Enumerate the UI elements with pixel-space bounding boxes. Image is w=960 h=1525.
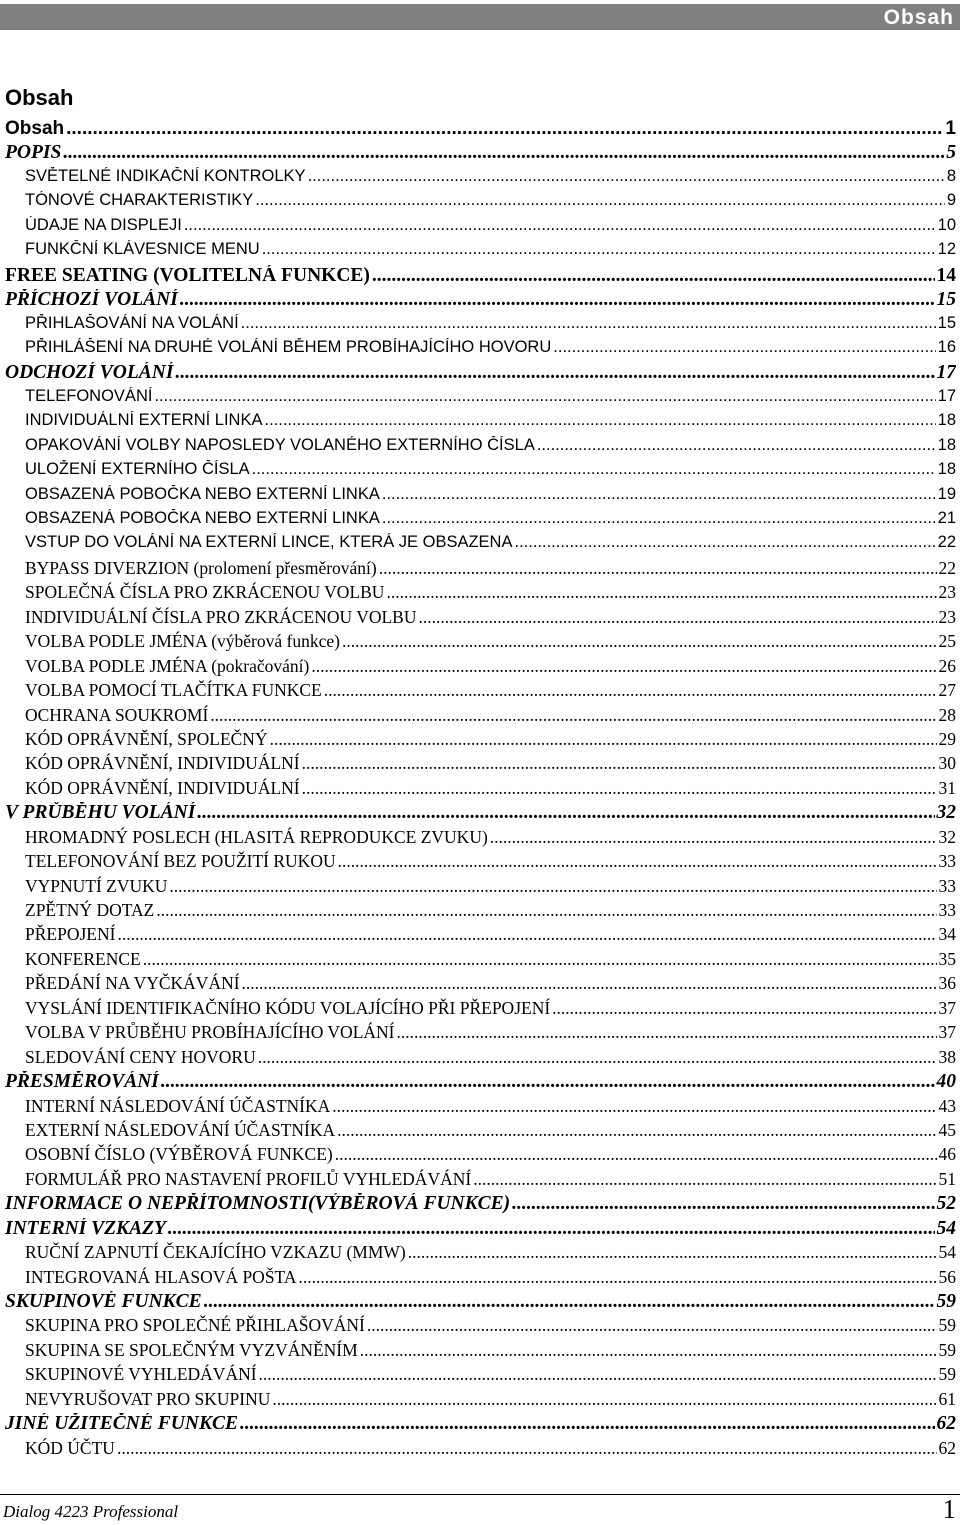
toc-leader-dots: [332, 1096, 936, 1117]
toc-entry-title: OCHRANA SOUKROMÍ: [25, 704, 209, 725]
toc-entry-title: KÓD OPRÁVNĚNÍ, SPOLEČNÝ: [25, 728, 268, 749]
toc-entry[interactable]: [0, 436, 956, 460]
toc-leader-dots: [382, 485, 936, 504]
toc-entry-title: EXTERNÍ NÁSLEDOVÁNÍ ÚČASTNÍKA: [25, 1119, 336, 1140]
toc-entry[interactable]: [0, 973, 956, 997]
toc-entry-page: 30: [938, 753, 956, 774]
toc-entry[interactable]: [0, 485, 956, 509]
toc-entry-title: VYPNUTÍ ZVUKU: [25, 875, 168, 896]
toc-entry-page: 15: [937, 313, 956, 332]
toc-entry[interactable]: [0, 924, 956, 948]
toc-leader-dots: [117, 924, 936, 945]
toc-entry-title: JINÉ UŽITEČNÉ FUNKCE: [5, 1413, 238, 1435]
toc-leader-dots: [184, 216, 936, 235]
toc-entry-page: 23: [938, 606, 956, 627]
toc-entry-title: FREE SEATING (VOLITELNÁ FUNKCE): [5, 264, 370, 286]
header-bar: [0, 4, 960, 30]
toc-entry-page: 59: [938, 1315, 956, 1336]
toc-entry[interactable]: [0, 900, 956, 924]
toc-entry-page: 10: [937, 215, 956, 234]
toc-leader-dots: [382, 509, 936, 528]
toc-leader-dots: [242, 973, 937, 994]
toc-entry[interactable]: [0, 558, 956, 582]
toc-entry-page: 8: [946, 166, 956, 185]
toc-leader-dots: [308, 167, 945, 186]
toc-entry[interactable]: [0, 216, 956, 240]
toc-entry-page: 23: [938, 582, 956, 603]
toc-entry-page: 43: [938, 1095, 956, 1116]
toc-entry[interactable]: [0, 827, 956, 851]
toc-entry-page: 5: [946, 142, 956, 164]
toc-entry-title: V PRŮBĚHU VOLÁNÍ: [5, 802, 196, 824]
toc-entry-page: 51: [938, 1168, 956, 1189]
toc-leader-dots: [379, 558, 937, 579]
toc-entry-title: VOLBA PODLE JMÉNA (pokračování): [25, 655, 310, 676]
toc-entry-title: SVĚTELNÉ INDIKAČNÍ KONTROLKY: [25, 166, 306, 185]
toc-entry[interactable]: [0, 851, 956, 875]
toc-entry-title: RUČNÍ ZAPNUTÍ ČEKAJÍCÍHO VZKAZU (MMW): [25, 1242, 406, 1263]
toc-entry[interactable]: [0, 314, 956, 338]
toc-leader-dots: [298, 1267, 936, 1288]
toc-leader-dots: [396, 1022, 936, 1043]
toc-leader-dots: [117, 1438, 937, 1459]
toc-leader-dots: [270, 729, 937, 750]
toc-entry[interactable]: [0, 411, 956, 435]
toc-leader-dots: [552, 998, 936, 1019]
toc-entry-title: FORMULÁŘ PRO NASTAVENÍ PROFILŮ VYHLEDÁVÁNÍ: [25, 1168, 472, 1189]
toc-entry-page: 33: [938, 875, 956, 896]
toc-leader-dots: [473, 1169, 936, 1190]
toc-leader-dots: [342, 631, 937, 652]
toc-entry-title: KÓD OPRÁVNĚNÍ, INDIVIDUÁLNÍ: [25, 777, 300, 798]
toc-leader-dots: [66, 118, 943, 140]
toc-leader-dots: [372, 265, 935, 287]
toc-entry[interactable]: [0, 631, 956, 655]
toc-entry-title: NEVYRUŠOVAT PRO SKUPINU: [25, 1388, 271, 1409]
toc-entry[interactable]: [0, 1340, 956, 1364]
toc-entry-title: VOLBA PODLE JMÉNA (výběrová funkce): [25, 631, 340, 652]
toc-entry[interactable]: [0, 1413, 956, 1437]
toc-leader-dots: [240, 1413, 935, 1435]
toc-entry-title: PŘÍCHOZÍ VOLÁNÍ: [5, 289, 178, 311]
toc-entry-page: 26: [938, 655, 956, 676]
toc-entry[interactable]: [0, 680, 956, 704]
toc-entry[interactable]: [0, 607, 956, 631]
toc-leader-dots: [302, 753, 937, 774]
toc-leader-dots: [175, 362, 934, 384]
toc-entry-page: 59: [936, 1291, 956, 1312]
toc-entry-page: 22: [937, 533, 956, 552]
toc-leader-dots: [338, 851, 937, 872]
toc-entry[interactable]: [0, 362, 956, 386]
toc-entry[interactable]: [0, 1169, 956, 1193]
toc-entry-title: PŘESMĚROVÁNÍ: [5, 1071, 159, 1093]
toc-entry[interactable]: [0, 802, 956, 826]
toc-entry-page: 25: [938, 631, 956, 652]
toc-leader-dots: [553, 338, 935, 357]
toc-entry-title: INFORMACE O NEPŘÍTOMNOSTI(VÝBĚROVÁ FUNKCE): [5, 1193, 511, 1215]
toc-entry[interactable]: [0, 1364, 956, 1388]
toc-entry-page: 27: [938, 680, 956, 701]
toc-leader-dots: [210, 705, 936, 726]
toc-leader-dots: [302, 778, 937, 799]
toc-leader-dots: [255, 191, 945, 210]
toc-entry-page: 54: [938, 1242, 956, 1263]
toc-entry-page: 19: [937, 484, 956, 503]
footer-product-name: Dialog 4223 Professional: [3, 1502, 179, 1521]
toc-entry-page: 56: [938, 1266, 956, 1287]
toc-entry[interactable]: [0, 509, 956, 533]
toc-leader-dots: [63, 142, 944, 164]
toc-entry-page: 1: [945, 118, 956, 139]
toc-entry[interactable]: [0, 778, 956, 802]
toc-leader-dots: [386, 582, 936, 603]
toc-entry-title: OSOBNÍ ČÍSLO (VÝBĚROVÁ FUNKCE): [25, 1144, 333, 1165]
toc-entry-page: 32: [936, 802, 956, 824]
toc-entry-page: 17: [936, 362, 956, 384]
toc-entry-page: 29: [938, 728, 956, 749]
toc-entry-title: SKUPINA PRO SPOLEČNÉ PŘIHLAŠOVÁNÍ: [25, 1315, 365, 1336]
toc-leader-dots: [169, 876, 936, 897]
toc-leader-dots: [154, 387, 935, 406]
toc-entry-page: 45: [938, 1119, 956, 1140]
toc-entry-page: 18: [937, 435, 956, 454]
toc-entry[interactable]: [0, 1218, 956, 1242]
toc-leader-dots: [335, 1144, 937, 1165]
toc-entry-title: INDIVIDUÁLNÍ ČÍSLA PRO ZKRÁCENOU VOLBU: [25, 606, 417, 627]
toc-entry-title: SPOLEČNÁ ČÍSLA PRO ZKRÁCENOU VOLBU: [25, 582, 385, 603]
toc-entry-title: FUNKČNÍ KLÁVESNICE MENU: [25, 240, 260, 259]
toc-entry[interactable]: [0, 876, 956, 900]
toc-entry-page: 62: [938, 1437, 956, 1458]
toc-entry-title: PŘEPOJENÍ: [25, 924, 116, 945]
table-of-contents: [0, 118, 956, 1462]
toc-entry[interactable]: [0, 656, 956, 680]
toc-entry-title: INTERNÍ NÁSLEDOVÁNÍ ÚČASTNÍKA: [25, 1095, 331, 1116]
toc-leader-dots: [512, 1193, 934, 1215]
toc-entry-title: INTEGROVANÁ HLASOVÁ POŠTA: [25, 1266, 297, 1287]
toc-leader-dots: [490, 827, 937, 848]
toc-entry-title: ZPĚTNÝ DOTAZ: [25, 900, 155, 920]
toc-entry[interactable]: [0, 753, 956, 777]
toc-leader-dots: [324, 680, 937, 701]
toc-entry[interactable]: [0, 387, 956, 411]
toc-entry-title: SLEDOVÁNÍ CENY HOVORU: [25, 1046, 256, 1067]
toc-entry-page: 15: [936, 289, 956, 311]
toc-leader-dots: [537, 436, 936, 455]
toc-entry[interactable]: [0, 949, 956, 973]
toc-entry-page: 37: [938, 1022, 956, 1043]
toc-entry-title: VOLBA V PRŮBĚHU PROBÍHAJÍCÍHO VOLÁNÍ: [25, 1022, 395, 1043]
toc-entry[interactable]: [0, 118, 956, 142]
toc-leader-dots: [360, 1340, 937, 1361]
toc-entry[interactable]: [0, 142, 956, 166]
toc-entry-title: OBSAZENÁ POBOČKA NEBO EXTERNÍ LINKA: [25, 484, 380, 503]
page-title: Obsah: [5, 85, 74, 110]
toc-leader-dots: [514, 533, 935, 552]
toc-entry-page: 9: [946, 191, 956, 210]
toc-entry-title: HROMADNÝ POSLECH (HLASITÁ REPRODUKCE ZVUKU): [25, 826, 488, 847]
toc-leader-dots: [337, 1120, 936, 1141]
toc-entry-title: KONFERENCE: [25, 948, 141, 969]
toc-leader-dots: [418, 607, 936, 628]
toc-entry-title: INTERNÍ VZKAZY: [5, 1217, 166, 1239]
toc-leader-dots: [204, 1291, 935, 1313]
toc-entry-page: 37: [938, 997, 956, 1018]
toc-entry[interactable]: [0, 1022, 956, 1046]
toc-entry-page: 12: [937, 240, 956, 259]
toc-entry-page: 59: [938, 1364, 956, 1385]
toc-entry[interactable]: [0, 1389, 956, 1413]
toc-entry-title: OPAKOVÁNÍ VOLBY NAPOSLEDY VOLANÉHO EXTERNÍHO ČÍSLA: [25, 435, 535, 454]
toc-entry-page: 31: [938, 777, 956, 798]
toc-leader-dots: [197, 802, 934, 824]
toc-entry-title: PŘEDÁNÍ NA VYČKÁVÁNÍ: [25, 973, 240, 994]
toc-entry[interactable]: [0, 1096, 956, 1120]
toc-entry[interactable]: [0, 191, 956, 215]
toc-entry-title: ODCHOZÍ VOLÁNÍ: [5, 362, 174, 384]
toc-leader-dots: [264, 411, 935, 430]
toc-entry[interactable]: [0, 1242, 956, 1266]
toc-entry-page: 38: [938, 1046, 956, 1067]
toc-entry[interactable]: [0, 1315, 956, 1339]
toc-entry-title: ÚDAJE NA DISPLEJI: [25, 215, 182, 234]
toc-entry[interactable]: [0, 289, 956, 313]
toc-entry-page: 22: [938, 557, 956, 578]
toc-entry-title: VSTUP DO VOLÁNÍ NA EXTERNÍ LINCE, KTERÁ JE OBSAZENA: [25, 533, 513, 552]
toc-entry[interactable]: [0, 1291, 956, 1315]
toc-entry-title: TELEFONOVÁNÍ: [25, 386, 153, 405]
toc-entry[interactable]: [0, 167, 956, 191]
toc-entry-page: 46: [938, 1144, 956, 1165]
toc-entry-title: KÓD ÚČTU: [25, 1437, 115, 1458]
toc-entry-title: KÓD OPRÁVNĚNÍ, INDIVIDUÁLNÍ: [25, 753, 300, 774]
toc-entry-page: 14: [936, 264, 956, 286]
toc-entry-page: 28: [938, 704, 956, 725]
toc-entry-page: 18: [937, 411, 956, 430]
toc-leader-dots: [311, 656, 936, 677]
toc-entry-page: 32: [938, 826, 956, 847]
toc-entry[interactable]: [0, 1120, 956, 1144]
toc-leader-dots: [156, 900, 936, 921]
toc-entry[interactable]: [0, 1047, 956, 1071]
toc-entry-title: POPIS: [5, 142, 62, 164]
toc-entry[interactable]: [0, 1071, 956, 1095]
toc-entry-title: SKUPINOVÉ VYHLEDÁVÁNÍ: [25, 1364, 257, 1385]
toc-entry-title: OBSAZENÁ POBOČKA NEBO EXTERNÍ LINKA: [25, 509, 380, 527]
toc-entry-page: 62: [936, 1413, 956, 1435]
toc-entry-page: 36: [938, 973, 956, 994]
toc-entry[interactable]: [0, 705, 956, 729]
toc-entry-page: 59: [938, 1339, 956, 1360]
toc-leader-dots: [252, 460, 936, 479]
toc-entry-title: SKUPINA SE SPOLEČNÝM VYZVÁNĚNÍM: [25, 1339, 358, 1360]
toc-entry-page: 52: [936, 1193, 956, 1215]
toc-entry-page: 33: [938, 851, 956, 872]
toc-entry-page: 35: [938, 948, 956, 969]
toc-entry[interactable]: [0, 582, 956, 606]
toc-entry-page: 61: [938, 1388, 956, 1409]
toc-entry-title: PŘIHLÁŠENÍ NA DRUHÉ VOLÁNÍ BĚHEM PROBÍHAJÍCÍHO HOVORU: [25, 337, 552, 356]
toc-entry-title: VOLBA POMOCÍ TLAČÍTKA FUNKCE: [25, 680, 322, 701]
toc-entry[interactable]: [0, 533, 956, 557]
footer-page-number: 1: [942, 1494, 956, 1524]
header-title: Obsah: [883, 6, 954, 29]
toc-leader-dots: [258, 1047, 937, 1068]
toc-leader-dots: [408, 1242, 937, 1263]
toc-entry[interactable]: [0, 998, 956, 1022]
toc-leader-dots: [241, 314, 936, 333]
toc-entry-title: BYPASS DIVERZION (prolomení přesměrování): [25, 557, 377, 578]
toc-entry-page: 40: [936, 1071, 956, 1093]
toc-entry-title: TÓNOVÉ CHARAKTERISTIKY: [25, 191, 254, 210]
toc-entry[interactable]: [0, 265, 956, 289]
toc-leader-dots: [161, 1071, 935, 1093]
toc-entry-title: Obsah: [5, 118, 65, 139]
toc-entry-title: SKUPINOVÉ FUNKCE: [5, 1291, 202, 1312]
toc-leader-dots: [168, 1218, 935, 1240]
toc-leader-dots: [367, 1315, 937, 1336]
toc-entry-title: INDIVIDUÁLNÍ EXTERNÍ LINKA: [25, 411, 263, 430]
toc-entry-page: 33: [938, 900, 956, 920]
toc-entry-title: PŘIHLAŠOVÁNÍ NA VOLÁNÍ: [25, 313, 239, 332]
footer-divider: [0, 1494, 960, 1495]
toc-leader-dots: [143, 949, 937, 970]
toc-entry[interactable]: [0, 1267, 956, 1291]
toc-entry-title: VYSLÁNÍ IDENTIFIKAČNÍHO KÓDU VOLAJÍCÍHO PŘI PŘEPOJENÍ: [25, 997, 551, 1018]
toc-leader-dots: [272, 1389, 936, 1410]
toc-entry[interactable]: [0, 338, 956, 362]
toc-entry[interactable]: [0, 1193, 956, 1217]
toc-leader-dots: [180, 289, 935, 311]
toc-entry-title: ULOŽENÍ EXTERNÍHO ČÍSLA: [25, 460, 250, 479]
toc-leader-dots: [262, 240, 936, 259]
toc-entry[interactable]: [0, 460, 956, 484]
toc-entry-page: 34: [938, 924, 956, 945]
toc-entry-page: 16: [937, 337, 956, 356]
toc-entry-page: 17: [937, 386, 956, 405]
toc-leader-dots: [259, 1364, 937, 1385]
toc-entry[interactable]: [0, 1438, 956, 1462]
toc-entry-page: 54: [936, 1217, 956, 1239]
toc-entry-title: TELEFONOVÁNÍ BEZ POUŽITÍ RUKOU: [25, 851, 336, 872]
toc-entry[interactable]: [0, 729, 956, 753]
toc-entry[interactable]: [0, 240, 956, 264]
toc-entry-page: 21: [937, 509, 956, 527]
toc-entry-page: 18: [937, 460, 956, 479]
toc-entry[interactable]: [0, 1144, 956, 1168]
